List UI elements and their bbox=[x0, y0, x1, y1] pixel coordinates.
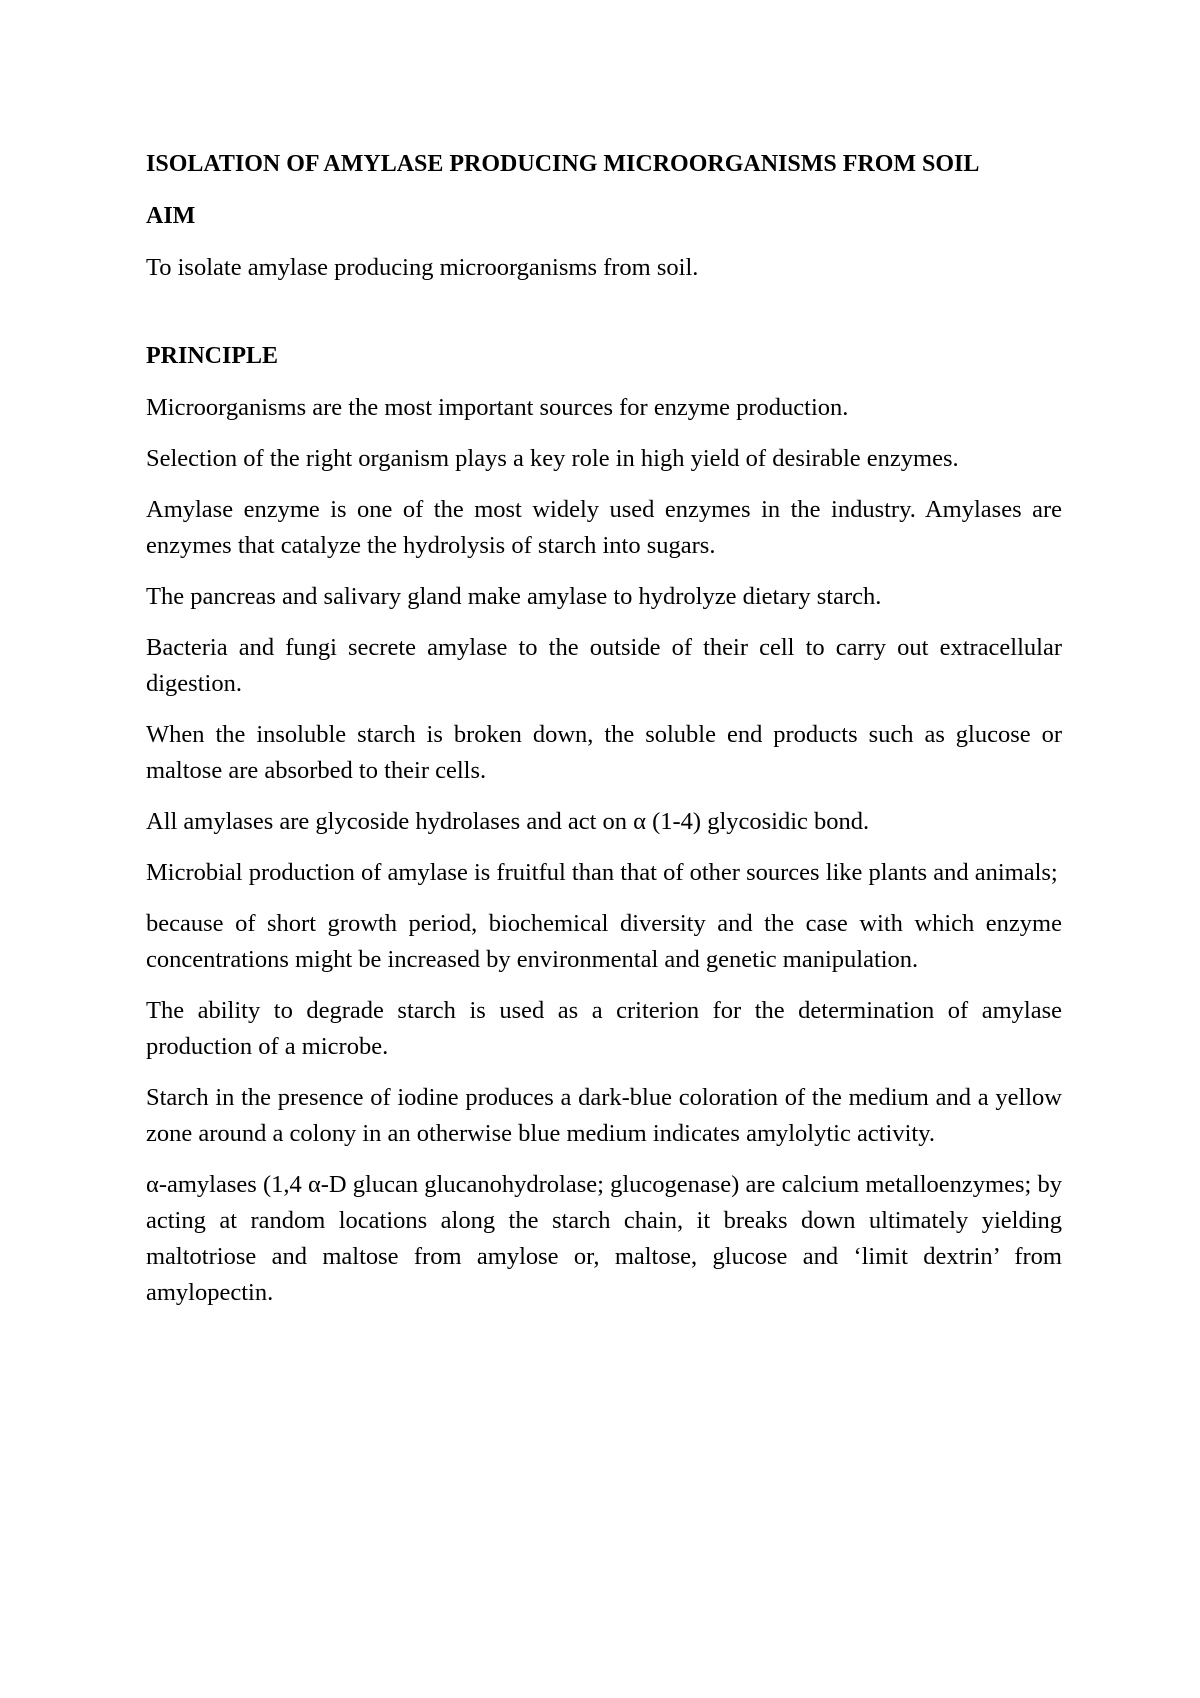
principle-paragraph: Starch in the presence of iodine produces a dark-blue coloration of the medium and a yellow zone around a colony in an otherwise blue medium indicates amylolytic activity. bbox=[146, 1084, 1062, 1147]
principle-paragraph: The ability to degrade starch is used as a criterion for the determination of amylase production of a microbe. bbox=[146, 997, 1062, 1060]
document-title: ISOLATION OF AMYLASE PRODUCING MICROORGANISMS FROM SOIL bbox=[146, 151, 980, 177]
principle-heading: PRINCIPLE bbox=[146, 343, 279, 369]
document-content bbox=[146, 146, 1062, 1326]
aim-text: To isolate amylase producing microorganisms from soil. bbox=[146, 254, 699, 281]
principle-paragraph: Selection of the right organism plays a key role in high yield of desirable enzymes. bbox=[146, 445, 959, 472]
principle-paragraph: The pancreas and salivary gland make amylase to hydrolyze dietary starch. bbox=[146, 583, 882, 610]
principle-paragraph: All amylases are glycoside hydrolases and act on α (1-4) glycosidic bond. bbox=[146, 808, 870, 835]
principle-paragraph: When the insoluble starch is broken down, the soluble end products such as glucose or maltose are absorbed to their cells. bbox=[146, 721, 1062, 784]
principle-paragraph: Microorganisms are the most important sources for enzyme production. bbox=[146, 394, 849, 421]
aim-heading: AIM bbox=[146, 203, 196, 229]
principle-paragraph: α-amylases (1,4 α-D glucan glucanohydrolase; glucogenase) are calcium metalloenzymes; by acting at random locations along the starch chain, it breaks down ultimately yielding maltotriose and maltose from amylose or, maltose, glucose and ‘limit dextrin’ from amylopectin. bbox=[146, 1171, 1062, 1306]
principle-paragraph: because of short growth period, biochemical diversity and the case with which enzyme concentrations might be increased by environmental and genetic manipulation. bbox=[146, 910, 1062, 973]
principle-paragraph: Amylase enzyme is one of the most widely used enzymes in the industry. Amylases are enzymes that catalyze the hydrolysis of starch into sugars. bbox=[146, 496, 1062, 559]
principle-paragraph: Bacteria and fungi secrete amylase to the outside of their cell to carry out extracellular digestion. bbox=[146, 634, 1062, 697]
principle-paragraph: Microbial production of amylase is fruitful than that of other sources like plants and animals; bbox=[146, 859, 1058, 886]
